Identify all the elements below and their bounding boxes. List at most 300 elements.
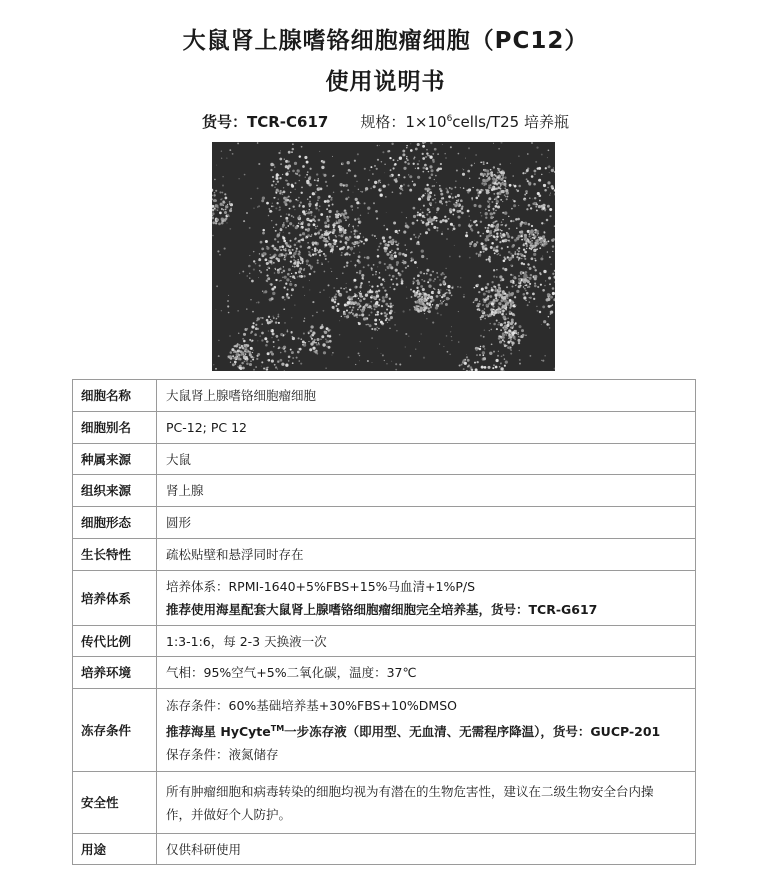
cell-dot [485,209,486,210]
cell-dot [391,143,393,145]
cell-dot [382,354,384,356]
cell-dot [371,269,373,271]
cell-dot [420,209,421,210]
cell-dot [286,180,288,182]
cell-dot [345,184,348,187]
cell-dot [524,199,526,201]
cell-dot [524,288,526,290]
cell-dot [518,257,520,259]
cell-dot [469,225,472,228]
cell-dot [428,171,429,172]
cell-dot [212,198,213,200]
cell-dot [502,309,505,312]
cell-dot [277,181,279,183]
cell-dot [481,215,483,217]
cell-dot [521,230,524,233]
cell-dot [415,306,417,308]
cell-dot [309,201,311,203]
cell-dot [493,231,495,233]
cell-dot [295,199,297,201]
cell-dot [380,312,382,314]
cell-dot [484,348,485,349]
cell-dot [521,329,524,332]
cell-dot [214,179,216,181]
cell-dot [518,259,519,260]
cell-dot [296,264,299,267]
cell-dot [349,236,352,239]
cell-dot [297,351,300,354]
safety-line1: 所有肿瘤细胞和病毒转染的细胞均视为有潜在的生物危害性，建议在二级生物安全台内操 [166,783,654,799]
cell-dot [464,294,465,295]
cell-dot [225,197,228,200]
cell-dot [308,341,309,342]
cell-dot [227,204,228,205]
cell-dot [364,202,366,204]
cell-dot [440,163,442,165]
cell-dot [357,225,358,226]
cell-clusters [212,142,555,371]
cell-dot [496,246,499,249]
cell-dot [498,253,500,255]
cell-dot [349,289,351,291]
cell-dot [435,175,437,177]
cell-dot [314,253,317,256]
cell-dot [469,178,470,179]
cell-dot [544,285,546,287]
cell-dot [386,228,388,230]
cell-dot [291,288,294,291]
cell-dot [319,254,321,256]
cell-dot [330,198,332,200]
cell-dot [474,362,476,364]
cell-dot [520,336,522,338]
cell-dot [351,250,352,251]
cell-dot [285,227,287,229]
cell-dot [533,237,535,239]
cell-dot [510,280,513,283]
cell-dot [493,269,495,271]
cell-dot [299,206,301,208]
cell-dot [279,192,281,194]
cell-dot [438,289,440,291]
cell-dot [493,167,495,169]
cell-dot [354,175,357,178]
cell-dot [285,172,288,175]
cell-dot [278,260,280,262]
cell-dot [314,232,317,235]
cell-dot [350,205,353,208]
cell-dot [480,317,482,319]
cell-dot [229,358,230,359]
cell-dot [221,220,224,223]
cell-dot [316,173,318,175]
cell-dot [511,236,513,238]
cell-dot [421,255,424,258]
cell-dot [222,184,224,186]
cell-dot [410,260,412,262]
cell-dot [445,276,447,278]
cell-dot [501,237,503,239]
cell-dot [273,206,274,207]
cell-dot [301,187,303,189]
doc-title: 大鼠肾上腺嗜铬细胞瘤细胞（PC12） [182,28,589,54]
cell-dot [506,198,508,200]
cell-dot [488,210,490,212]
cell-dot [391,307,392,308]
cell-dot [417,143,420,146]
cell-dot [395,363,397,365]
cell-dot [312,244,314,246]
cell-dot [325,339,326,340]
row-key: 培养环境 [73,657,157,689]
cell-dot [534,282,536,284]
cell-dot [215,309,216,310]
cell-dot [475,349,477,351]
row-key: 细胞别名 [73,412,157,444]
cell-dot [497,324,499,326]
cell-dot [239,350,241,352]
cell-dot [239,273,240,274]
cell-dot [287,183,290,186]
cell-dot [339,240,341,242]
cell-dot [527,267,528,268]
cell-dot [287,329,288,330]
cell-dot [379,145,380,146]
cell-dot [323,253,325,255]
cell-dot [463,368,465,370]
cell-dot [353,282,354,283]
cell-dot [436,295,439,298]
cell-dot [542,289,545,292]
cell-dot [495,225,498,228]
cell-dot [378,276,380,278]
cell-dot [357,302,360,305]
cell-dot [286,220,289,223]
cell-dot [376,312,377,313]
cell-dot [475,224,478,227]
cell-dot [289,200,292,203]
cell-dot [468,147,470,149]
cell-dot [500,370,501,371]
cell-dot [519,350,520,351]
cell-dot [493,225,495,227]
cell-dot [406,158,407,159]
cell-dot [499,366,501,368]
cell-dot [248,265,251,268]
cell-dot [425,296,427,298]
row-key: 传代比例 [73,626,157,657]
cell-dot [293,216,294,217]
cell-dot [525,335,527,337]
cell-dot [283,240,286,243]
cell-dot [241,354,243,356]
cell-dot [410,355,412,357]
cell-dot [261,339,263,341]
cell-dot [412,258,414,260]
cell-dot [286,293,288,295]
cell-dot [386,363,387,364]
cell-dot [493,247,495,249]
cell-dot [277,316,279,318]
cell-dot [291,185,294,188]
cell-dot [515,304,517,306]
cell-dot [260,241,263,244]
cell-dot [412,222,415,225]
cell-dot [353,296,355,298]
cell-dot [270,169,272,171]
product-info-line [0,111,771,132]
cell-dot [505,196,506,197]
cell-dot [453,203,455,205]
cell-dot [301,146,303,148]
cell-dot [504,180,506,182]
cell-dot [483,251,485,253]
cell-dot [339,320,340,321]
cell-dot [328,210,331,213]
row-value: 肾上腺 [157,475,696,507]
cell-dot [333,239,335,241]
cell-dot [333,175,335,177]
cell-dot [312,254,314,256]
cell-dot [431,169,434,172]
cell-dot [421,249,424,252]
cell-dot [458,153,460,155]
cell-dot [509,257,510,258]
cell-dot [378,246,380,248]
cell-dot [452,197,454,199]
cell-dot [246,308,247,309]
cell-dot [227,214,229,216]
cell-dot [360,284,362,286]
row-value: 大鼠肾上腺嗜铬细胞瘤细胞 [157,380,696,412]
cell-dot [253,251,254,252]
cell-dot [436,220,438,222]
cell-dot [348,225,350,227]
cell-dot [382,278,384,280]
cell-dot [255,366,257,368]
info-table [72,379,696,865]
cell-dot [414,261,417,264]
cell-dot [443,346,444,347]
storage-condition: 保存条件：液氮储存 [166,747,279,763]
cell-dot [542,306,545,309]
cell-dot [262,196,265,199]
cell-dot [536,232,538,234]
cell-dot [479,191,482,194]
cell-dot [326,340,329,343]
cell-dot [336,246,337,247]
cell-dot [343,266,345,268]
cell-dot [226,222,227,223]
cell-dot [222,192,224,194]
cell-dot [344,212,347,215]
cell-dot [492,222,494,224]
cell-dot [355,265,356,266]
cell-dot [376,292,378,294]
cell-dot [456,205,457,206]
cell-dot [252,311,254,313]
cell-dot [290,260,292,262]
cell-dot [484,182,487,185]
cell-dot [548,277,551,280]
cell-dot [480,235,482,237]
cell-dot [480,319,481,320]
cell-dot [455,187,457,189]
cell-dot [344,303,347,306]
cell-dot [243,220,245,222]
cell-dot [481,182,484,185]
cell-dot [520,235,522,237]
cell-dot [495,179,497,181]
cell-dot [321,324,323,326]
cell-dot [504,365,506,367]
cell-dot [544,232,546,234]
cell-dot [359,286,361,288]
cell-dot [426,318,427,319]
cell-dot [469,223,470,224]
cell-dot [554,171,555,173]
cell-dot [508,251,511,254]
cell-dot [516,227,517,228]
cell-dot [519,359,521,361]
cell-dot [357,309,359,311]
cell-dot [280,228,282,230]
cell-dot [378,328,380,330]
cell-dot [369,285,370,286]
cell-dot [299,234,302,237]
cell-dot [269,210,272,213]
cell-dot [488,224,490,226]
cell-dot [288,232,290,234]
cell-dot [413,207,416,210]
cell-dot [428,285,431,288]
cell-dot [432,304,433,305]
cell-dot [262,232,265,235]
cell-dot [212,212,215,215]
cell-dot [249,363,252,366]
cell-dot [331,197,333,199]
cell-dot [452,286,454,288]
cell-dot [389,264,390,265]
cell-dot [311,234,312,235]
cell-dot [229,228,231,230]
cell-dot [407,265,409,267]
cell-dot [290,281,291,282]
cell-dot [554,281,555,283]
cell-dot [271,337,272,338]
table-row [73,539,696,571]
cell-dot [307,211,310,214]
cell-dot [410,252,411,253]
cell-dot [403,310,405,312]
cell-dot [467,170,470,173]
cell-dot [401,278,403,280]
cell-dot [477,231,479,233]
cell-dot [399,177,400,178]
cell-dot [431,299,434,302]
cell-dot [326,230,328,232]
cell-dot [444,153,446,155]
cell-dot [482,179,485,182]
cell-dot [332,352,334,354]
cell-dot [539,236,541,238]
cell-dot [399,192,401,194]
cell-dot [390,316,393,319]
cell-dot [532,293,535,296]
cell-dot [391,250,393,252]
cell-dot [433,226,436,229]
cell-dot [244,361,246,363]
cell-dot [498,287,500,289]
cell-dot [309,196,311,198]
cell-dot [342,163,344,165]
cell-dot [487,366,490,369]
cell-dot [504,268,507,271]
cell-dot [344,241,347,244]
cell-dot [443,274,444,275]
cell-dot [481,310,484,313]
cell-dot [455,196,457,198]
cell-dot [375,271,377,273]
cell-dot [549,256,551,258]
cell-dot [489,256,491,258]
cell-dot [418,290,420,292]
cell-dot [260,271,262,273]
cell-dot [426,269,429,272]
cell-dot [261,323,263,325]
cell-dot [367,264,369,266]
cell-dot [410,149,413,152]
cell-dot [482,354,484,356]
cell-dot [488,197,491,200]
cell-dot [380,189,382,191]
cell-dot [249,227,251,229]
cell-dot [444,300,445,301]
cell-dot [436,212,437,213]
cell-dot [491,313,494,316]
cell-dot [503,305,505,307]
cell-dot [533,234,535,236]
cell-dot [512,344,514,346]
cell-dot [473,244,476,247]
cell-dot [268,331,269,332]
cell-dot [374,323,376,325]
cell-dot [225,208,227,210]
cell-dot [292,170,295,173]
cell-dot [255,327,258,330]
cell-dot [227,305,229,307]
cell-dot [323,174,324,175]
cell-dot [495,366,498,369]
cell-dot [544,210,546,212]
cell-dot [300,263,302,265]
cell-dot [529,247,531,249]
cell-dot [258,277,259,278]
cell-dot [405,224,408,227]
cell-dot [484,329,485,330]
cell-dot [416,300,419,303]
cell-dot [278,361,280,363]
cell-dot [469,246,471,248]
cell-dot [417,310,419,312]
cell-dot [338,217,339,218]
cell-dot [539,242,540,243]
cell-dot [483,336,485,338]
cell-dot [382,296,385,299]
cell-dot [319,292,320,293]
cell-dot [253,350,254,351]
cell-dot [460,187,461,188]
